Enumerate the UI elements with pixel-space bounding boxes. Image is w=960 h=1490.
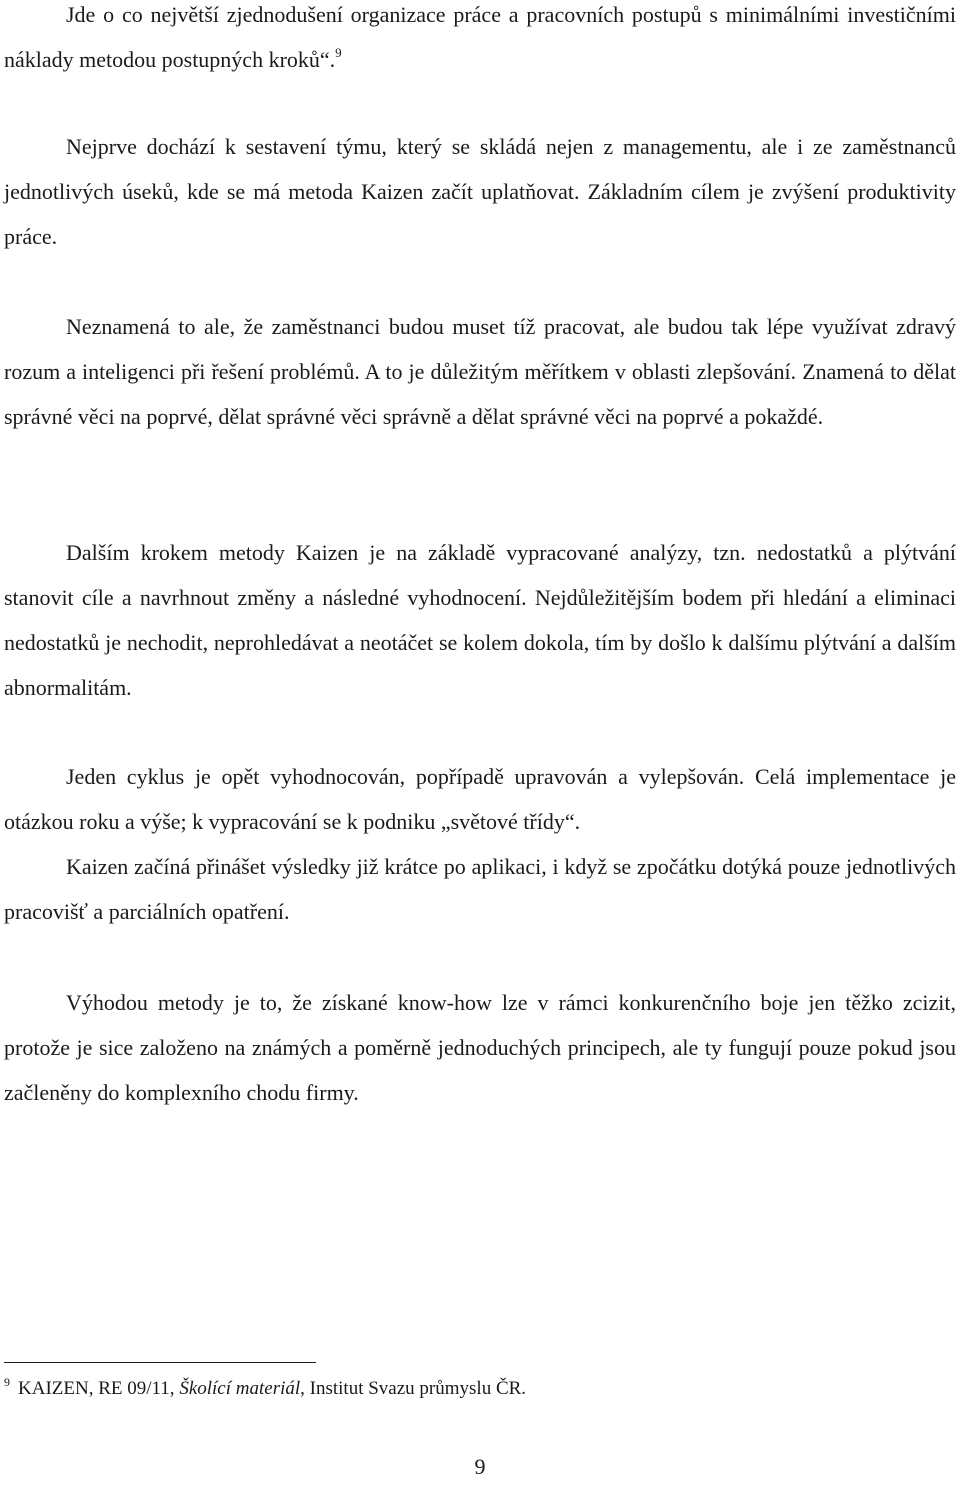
footnote-text-after: , Institut Svazu průmyslu ČR. (300, 1378, 527, 1399)
paragraph-7: Výhodou metody je to, že získané know-how lze v rámci konkurenčního boje jen těžko zcizit, protože je sice založeno na známých a poměrně jednoduchých principech, ale ty fungují pouze pokud jsou začleněny do komplexního chodu firmy. (4, 990, 956, 1105)
footnote-mark: 9 (4, 1375, 10, 1389)
paragraph-1-text: Jde o co největší zjednodušení organizace práce a pracovních postupů s minimálními investičními náklady metodou postupných kroků“. (4, 2, 956, 72)
footnote-text-before: KAIZEN, RE 09/11, (18, 1378, 180, 1399)
paragraph-3: Neznamená to ale, že zaměstnanci budou muset tíž pracovat, ale budou tak lépe využívat zdravý rozum a inteligenci při řešení problémů. A to je důležitým měřítkem v oblasti zlepšování. Znamená to dělat správné věci na poprvé, dělat správné věci správně a dělat správné věci na poprvé a pokaždé. (4, 314, 956, 429)
footnote (4, 1376, 944, 1402)
footnote-text-italic: Školící materiál (179, 1378, 301, 1399)
footnote-separator (4, 1362, 316, 1363)
paragraph-6: Kaizen začíná přinášet výsledky již krátce po aplikaci, i když se zpočátku dotýká pouze jednotlivých pracovišť a parciálních opatření. (4, 854, 956, 924)
paragraph-1 (4, 0, 956, 82)
footnote-reference: 9 (335, 45, 342, 60)
paragraph-2: Nejprve dochází k sestavení týmu, který se skládá nejen z managementu, ale i ze zaměstnanců jednotlivých úseků, kde se má metoda Kaizen začít uplatňovat. Základním cílem je zvýšení produktivity práce. (4, 134, 956, 249)
paragraph-5: Jeden cyklus je opět vyhodnocován, popřípadě upravován a vylepšován. Celá implementace je otázkou roku a výše; k vypracování se k podniku „světové třídy“. (4, 764, 956, 834)
page-number: 9 (474, 1454, 486, 1479)
paragraph-4: Dalším krokem metody Kaizen je na základě vypracované analýzy, tzn. nedostatků a plýtvání stanovit cíle a navrhnout změny a následné vyhodnocení. Nejdůležitějším bodem při hledání a eliminaci nedostatků je nechodit, neprohledávat a neotáčet se kolem dokola, tím by došlo k dalšímu plýtvání a dalším abnormalitám. (4, 540, 956, 700)
